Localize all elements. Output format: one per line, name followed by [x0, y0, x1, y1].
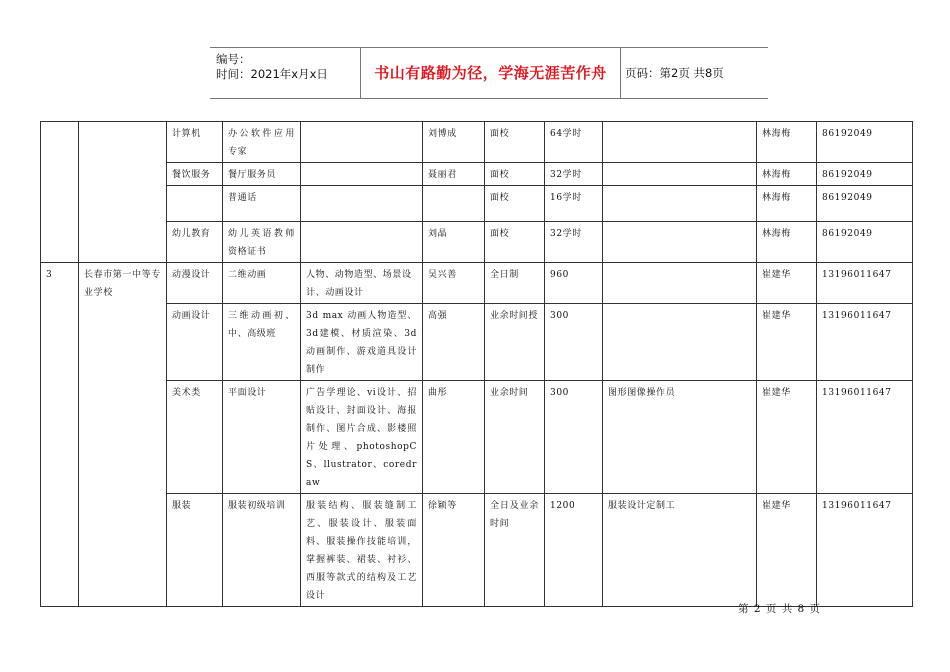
cell-form: 面校 — [485, 122, 545, 163]
cell-teacher: 高强 — [423, 304, 485, 381]
cell-phone: 13196011647 — [817, 263, 913, 304]
cell-note — [603, 304, 757, 381]
cell-contact: 林海梅 — [757, 222, 817, 263]
page-header — [210, 47, 768, 99]
cell-content — [301, 186, 423, 222]
cell-form: 全日制 — [485, 263, 545, 304]
cell-hours: 300 — [545, 304, 603, 381]
cell-note — [603, 222, 757, 263]
cell-content: 服装结构、服装缝制工艺、服装设计、服装面料、服装操作技能培训，掌握裤装、裙装、衬衫、西服等款式的结构及工艺设计 — [301, 494, 423, 607]
cell-category: 服装 — [167, 494, 223, 607]
cell-content: 广告学理论、vi设计、招贴设计、封面设计、海报制作、图片合成、影楼照片处理、photoshopCS、llustrator、coredraw — [301, 381, 423, 494]
document-time: 时间：2021年x月x日 — [216, 67, 328, 81]
cell-note: 服装设计定制工 — [603, 494, 757, 607]
header-page-number: 页码：第2页 共8页 — [625, 66, 724, 80]
cell-hours: 32学时 — [545, 163, 603, 186]
cell-no: 3 — [41, 263, 79, 607]
training-table — [40, 121, 913, 607]
cell-form: 业余时间 — [485, 381, 545, 494]
cell-hours: 960 — [545, 263, 603, 304]
cell-phone: 13196011647 — [817, 494, 913, 607]
cell-category — [167, 186, 223, 222]
header-meta — [210, 48, 361, 98]
cell-course: 三维动画初、中、高级班 — [223, 304, 301, 381]
cell-course: 办公软件应用专家 — [223, 122, 301, 163]
cell-category: 计算机 — [167, 122, 223, 163]
cell-contact: 崔建华 — [757, 304, 817, 381]
cell-note — [603, 163, 757, 186]
cell-contact: 崔建华 — [757, 381, 817, 494]
cell-content — [301, 122, 423, 163]
cell-form: 面校 — [485, 186, 545, 222]
cell-note — [603, 263, 757, 304]
cell-phone: 13196011647 — [817, 381, 913, 494]
cell-phone: 86192049 — [817, 122, 913, 163]
cell-hours: 1200 — [545, 494, 603, 607]
cell-teacher: 吴兴善 — [423, 263, 485, 304]
cell-teacher: 聂丽君 — [423, 163, 485, 186]
cell-school — [79, 122, 167, 263]
cell-note: 图形图像操作员 — [603, 381, 757, 494]
cell-phone: 86192049 — [817, 186, 913, 222]
cell-course: 平面设计 — [223, 381, 301, 494]
cell-hours: 16学时 — [545, 186, 603, 222]
cell-category: 幼儿教育 — [167, 222, 223, 263]
cell-form: 面校 — [485, 163, 545, 186]
cell-form: 业余时间授 — [485, 304, 545, 381]
cell-content: 人物、动物造型、场景设计、动画设计 — [301, 263, 423, 304]
cell-phone: 86192049 — [817, 222, 913, 263]
cell-hours: 300 — [545, 381, 603, 494]
cell-content — [301, 163, 423, 186]
cell-school: 长春市第一中等专业学校 — [79, 263, 167, 607]
cell-contact: 崔建华 — [757, 263, 817, 304]
cell-teacher: 徐颖等 — [423, 494, 485, 607]
cell-teacher: 刘晶 — [423, 222, 485, 263]
table-row — [41, 222, 913, 263]
cell-course: 餐厅服务员 — [223, 163, 301, 186]
table-row — [41, 381, 913, 494]
cell-hours: 64学时 — [545, 122, 603, 163]
cell-contact: 林海梅 — [757, 186, 817, 222]
cell-teacher — [423, 186, 485, 222]
table-row — [41, 263, 913, 304]
cell-contact: 林海梅 — [757, 163, 817, 186]
table-row — [41, 304, 913, 381]
cell-form: 全日及业余时间 — [485, 494, 545, 607]
cell-note — [603, 186, 757, 222]
cell-teacher: 刘博成 — [423, 122, 485, 163]
cell-category: 餐饮服务 — [167, 163, 223, 186]
cell-category: 动画设计 — [167, 304, 223, 381]
header-motto: 书山有路勤为径，学海无涯苦作舟 — [361, 48, 621, 98]
document-number: 编号： — [216, 52, 251, 66]
cell-form: 面校 — [485, 222, 545, 263]
cell-contact: 林海梅 — [757, 122, 817, 163]
table-row — [41, 494, 913, 607]
cell-teacher: 曲彤 — [423, 381, 485, 494]
cell-course: 普通话 — [223, 186, 301, 222]
cell-category: 美术类 — [167, 381, 223, 494]
cell-contact: 崔建华 — [757, 494, 817, 607]
cell-note — [603, 122, 757, 163]
table-row — [41, 122, 913, 163]
table-row — [41, 186, 913, 222]
cell-no — [41, 122, 79, 263]
page-footer: 第 2 页 共 8 页 — [738, 603, 822, 615]
cell-content — [301, 222, 423, 263]
cell-content: 3d max 动画人物造型、3d建模、材质渲染、3d动画制作、游戏道具设计制作 — [301, 304, 423, 381]
cell-hours: 32学时 — [545, 222, 603, 263]
cell-phone: 13196011647 — [817, 304, 913, 381]
cell-course: 二维动画 — [223, 263, 301, 304]
cell-course: 服装初级培训 — [223, 494, 301, 607]
cell-phone: 86192049 — [817, 163, 913, 186]
cell-category: 动漫设计 — [167, 263, 223, 304]
cell-course: 幼儿英语教师资格证书 — [223, 222, 301, 263]
table-row — [41, 163, 913, 186]
